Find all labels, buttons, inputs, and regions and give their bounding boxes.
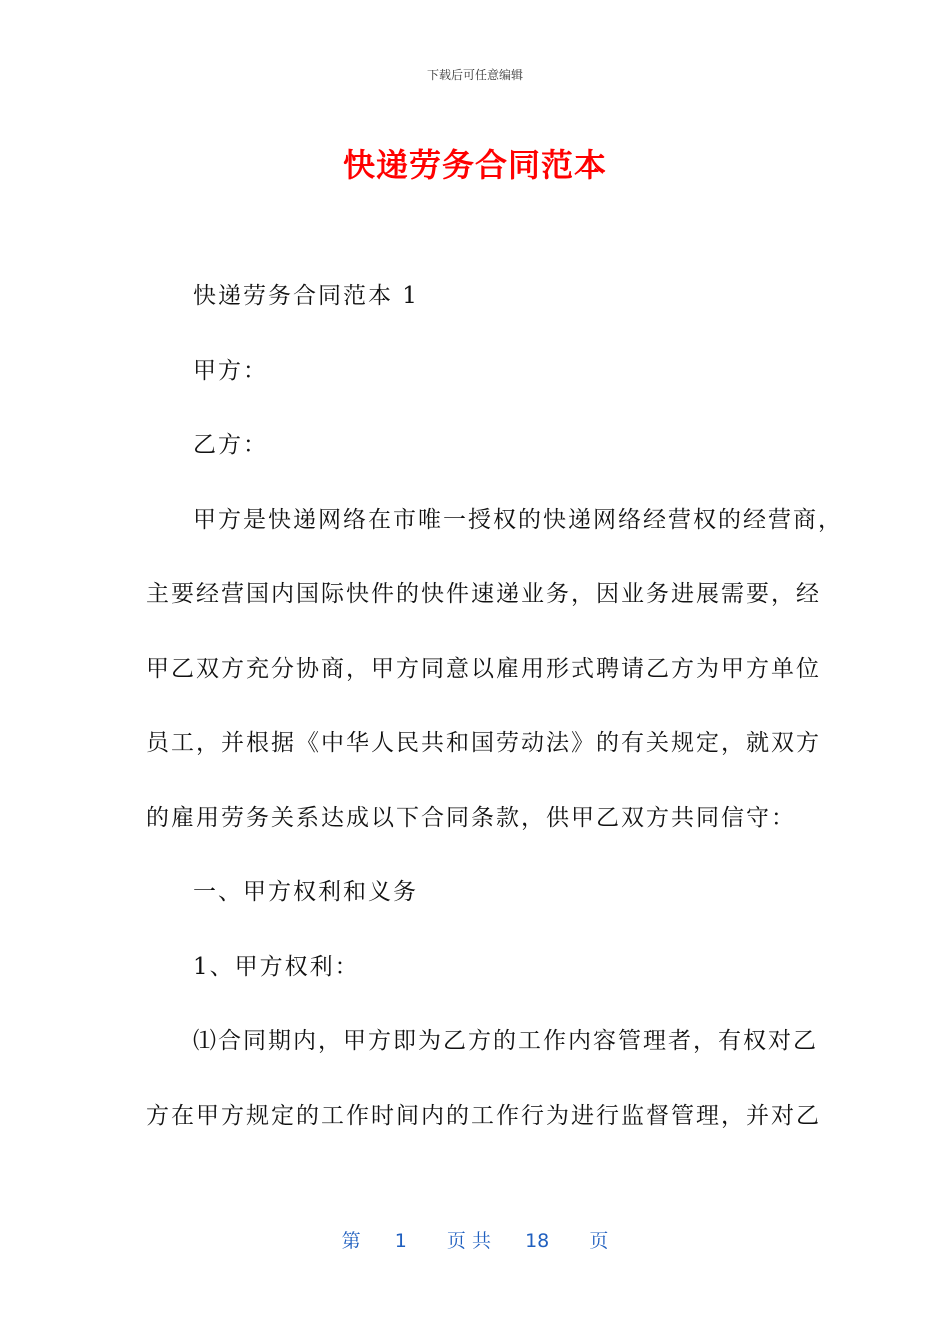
paragraph-line: ⑴合同期内，甲方即为乙方的工作内容管理者，有权对乙 (193, 1028, 818, 1054)
page-mid: 页 共 (446, 1230, 491, 1252)
subsection-heading: 1、甲方权利： (193, 953, 360, 980)
document-body (146, 278, 843, 1172)
page-total: 18 (525, 1230, 550, 1252)
paragraph-line: 甲方： (193, 357, 268, 384)
paragraph-line: 主要经营国内国际快件的快件速递业务，因业务进展需要，经 (146, 581, 821, 607)
header-note: 下载后可任意编辑 (426, 68, 523, 82)
document-title: 快递劳务合同范本 (342, 146, 607, 184)
page-number-footer (0, 1226, 950, 1253)
section-heading: 一、甲方权利和义务 (193, 879, 418, 905)
paragraph-line: 方在甲方规定的工作时间内的工作行为进行监督管理，并对乙 (146, 1102, 821, 1129)
page-suffix: 页 (589, 1230, 609, 1252)
paragraph-line: 快递劳务合同范本 1 (193, 283, 419, 309)
paragraph-line: 甲乙双方充分协商，甲方同意以雇用形式聘请乙方为甲方单位 (146, 655, 821, 682)
paragraph-line: 乙方： (193, 432, 268, 458)
paragraph-line: 的雇用劳务关系达成以下合同条款，供甲乙双方共同信守： (146, 804, 796, 831)
paragraph-line: 员工，并根据《中华人民共和国劳动法》的有关规定，就双方 (146, 730, 821, 756)
page-current: 1 (394, 1230, 407, 1252)
paragraph-line: 甲方是快递网络在市唯一授权的快递网络经营权的经营商， (193, 506, 843, 533)
page-prefix: 第 (341, 1230, 361, 1252)
